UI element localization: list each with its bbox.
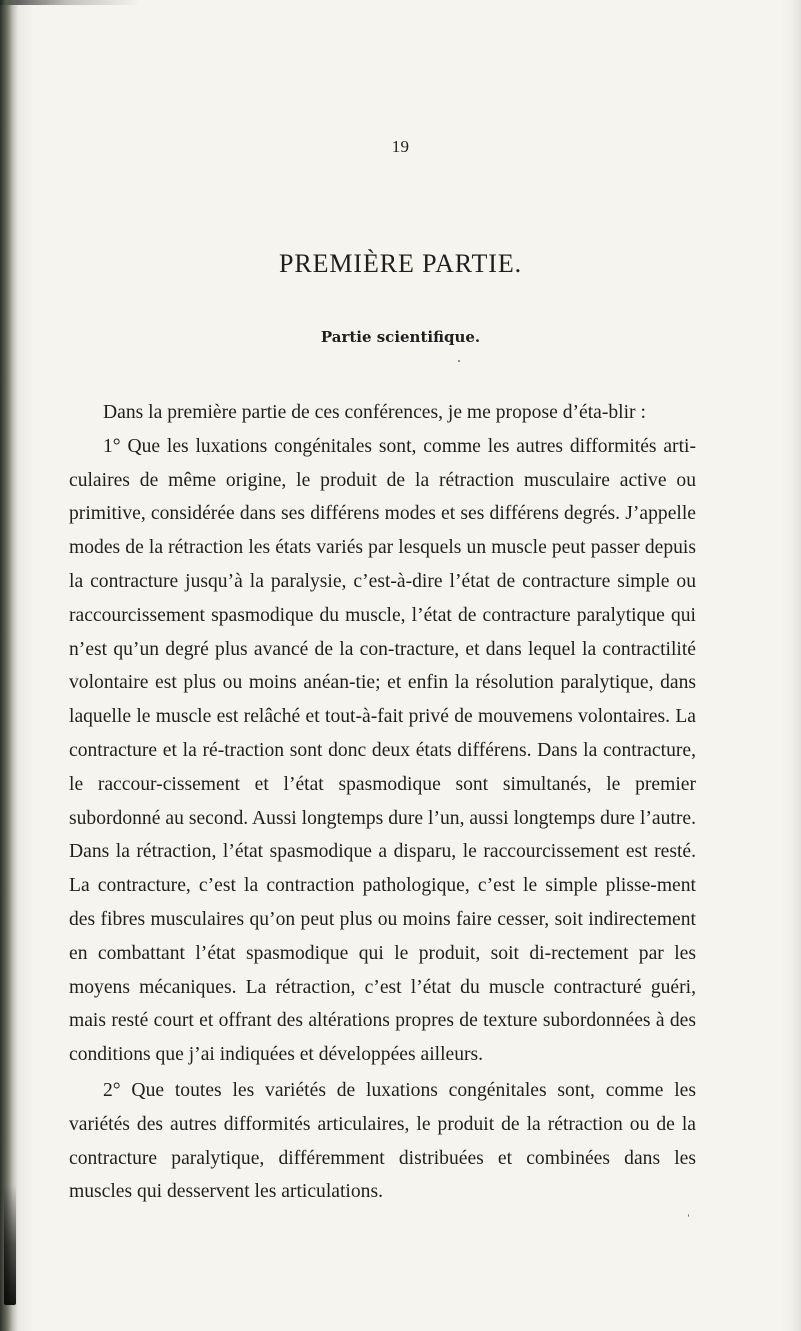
numbered-paragraph-1: 1° Que les luxations congénitales sont, comme les autres difformités arti-culaires de même origine, le produit de la rétraction musculaire active ou primitive, considérée dans ses différens modes et ses différens degrés. J’appelle modes de la rétraction les états variés par lesquels un muscle peut passer depuis la contracture jusqu’à la paralysie, c’est-à-dire l’état de contracture simple ou raccourcissement spasmodique du muscle, l’état de contracture paralytique qui n’est qu’un degré plus avancé de la con-tracture, et dans lequel la contractilité volontaire est plus ou moins anéan-tie; et enfin la résolution paralytique, dans laquelle le muscle est relâché et tout-à-fait privé de mouvemens volontaires. La contracture et la ré-traction sont donc deux états différens. Dans la contracture, le raccour-cissement et l’état spasmodique sont simultanés, le premier subordonné au second. Aussi longtemps dure l’un, aussi longtemps dure l’autre. Dans la rétraction, l’état spasmodique a disparu, le raccourcissement est resté. La contracture, c’est la contraction pathologique, c’est le simple plisse-ment des fibres musculaires qu’on peut plus ou moins faire cesser, soit indirectement en combattant l’état spasmodique qui le produit, soit di-rectement par les moyens mécaniques. La rétraction, c’est l’état du muscle contracturé guéri, mais resté court et offrant des altérations propres de texture subordonnées à des conditions que j’ai indiquées et développées ailleurs. <box>69 435 696 1066</box>
paper-speck <box>458 360 460 362</box>
page-number: 19 <box>391 137 410 156</box>
bottom-left-edge-mark <box>4 1185 16 1305</box>
body-text <box>69 396 696 1209</box>
numbered-paragraph-2: 2° Que toutes les variétés de luxations congénitales sont, comme les variétés des autres difformités articulaires, le produit de la rétraction ou de la contracture paralytique, différemment distribuées et combinées dans les muscles qui desservent les articulations. <box>69 1079 696 1203</box>
intro-paragraph: Dans la première partie de ces conférences, je me propose d’éta-blir : <box>103 402 646 423</box>
page-title: PREMIÈRE PARTIE. <box>278 249 523 278</box>
paper-speck <box>688 1214 689 1217</box>
left-binding-shadow <box>0 0 18 1331</box>
section-subtitle: Partie scientifique. <box>320 328 481 346</box>
page-top-edge-shadow <box>0 0 140 5</box>
